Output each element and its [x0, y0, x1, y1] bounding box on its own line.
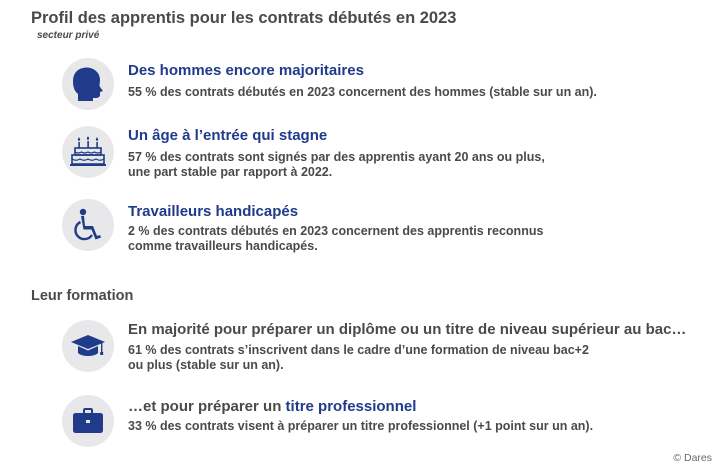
graduation-cap-icon: [70, 332, 106, 360]
item-title-prefix: …et pour préparer un: [128, 398, 286, 415]
item-text-age: [128, 150, 545, 180]
page-title: Profil des apprentis pour les contrats débutés en 2023: [31, 9, 457, 27]
copyright-credit: © Dares: [673, 452, 712, 464]
item-title-age: Un âge à l’entrée qui stagne: [128, 127, 328, 144]
item-title-diploma: En majorité pour préparer un diplôme ou un titre de niveau supérieur au bac…: [128, 321, 687, 338]
item-text-line: comme travailleurs handicapés.: [128, 239, 318, 253]
item-title-gender: Des hommes encore majoritaires: [128, 62, 364, 79]
item-text-gender: [128, 85, 597, 100]
item-text-line: 2 % des contrats débutés en 2023 concernent des apprentis reconnus: [128, 224, 544, 238]
item-text-line: ou plus (stable sur un an).: [128, 358, 284, 372]
item-text-line: 55 % des contrats débutés en 2023 concernent des hommes (stable sur un an).: [128, 85, 597, 99]
briefcase-icon-circle: [62, 395, 114, 447]
graduation-cap-icon-circle: [62, 320, 114, 372]
item-text-handicap: [128, 224, 543, 254]
item-text-line: 33 % des contrats visent à préparer un titre professionnel (+1 point sur un an).: [128, 419, 594, 433]
item-title-highlight: titre professionnel: [285, 398, 417, 415]
briefcase-icon: [72, 407, 104, 435]
item-text-diploma: [128, 343, 589, 373]
item-text-titre-pro: [128, 419, 593, 434]
head-icon-circle: [62, 58, 114, 110]
item-title-titre-pro: [128, 398, 416, 415]
birthday-cake-icon: [69, 134, 107, 170]
wheelchair-icon: [72, 208, 104, 242]
head-icon: [71, 66, 105, 102]
wheelchair-icon-circle: [62, 199, 114, 251]
item-text-line: une part stable par rapport à 2022.: [128, 165, 333, 179]
section-title-formation: Leur formation: [31, 288, 134, 304]
item-title-handicap: Travailleurs handicapés: [128, 203, 299, 220]
item-text-line: 61 % des contrats s’inscrivent dans le cadre d’une formation de niveau bac+2: [128, 343, 589, 357]
cake-icon-circle: [62, 126, 114, 178]
page-subtitle: secteur privé: [37, 30, 100, 41]
item-text-line: 57 % des contrats sont signés par des apprentis ayant 20 ans ou plus,: [128, 150, 545, 164]
